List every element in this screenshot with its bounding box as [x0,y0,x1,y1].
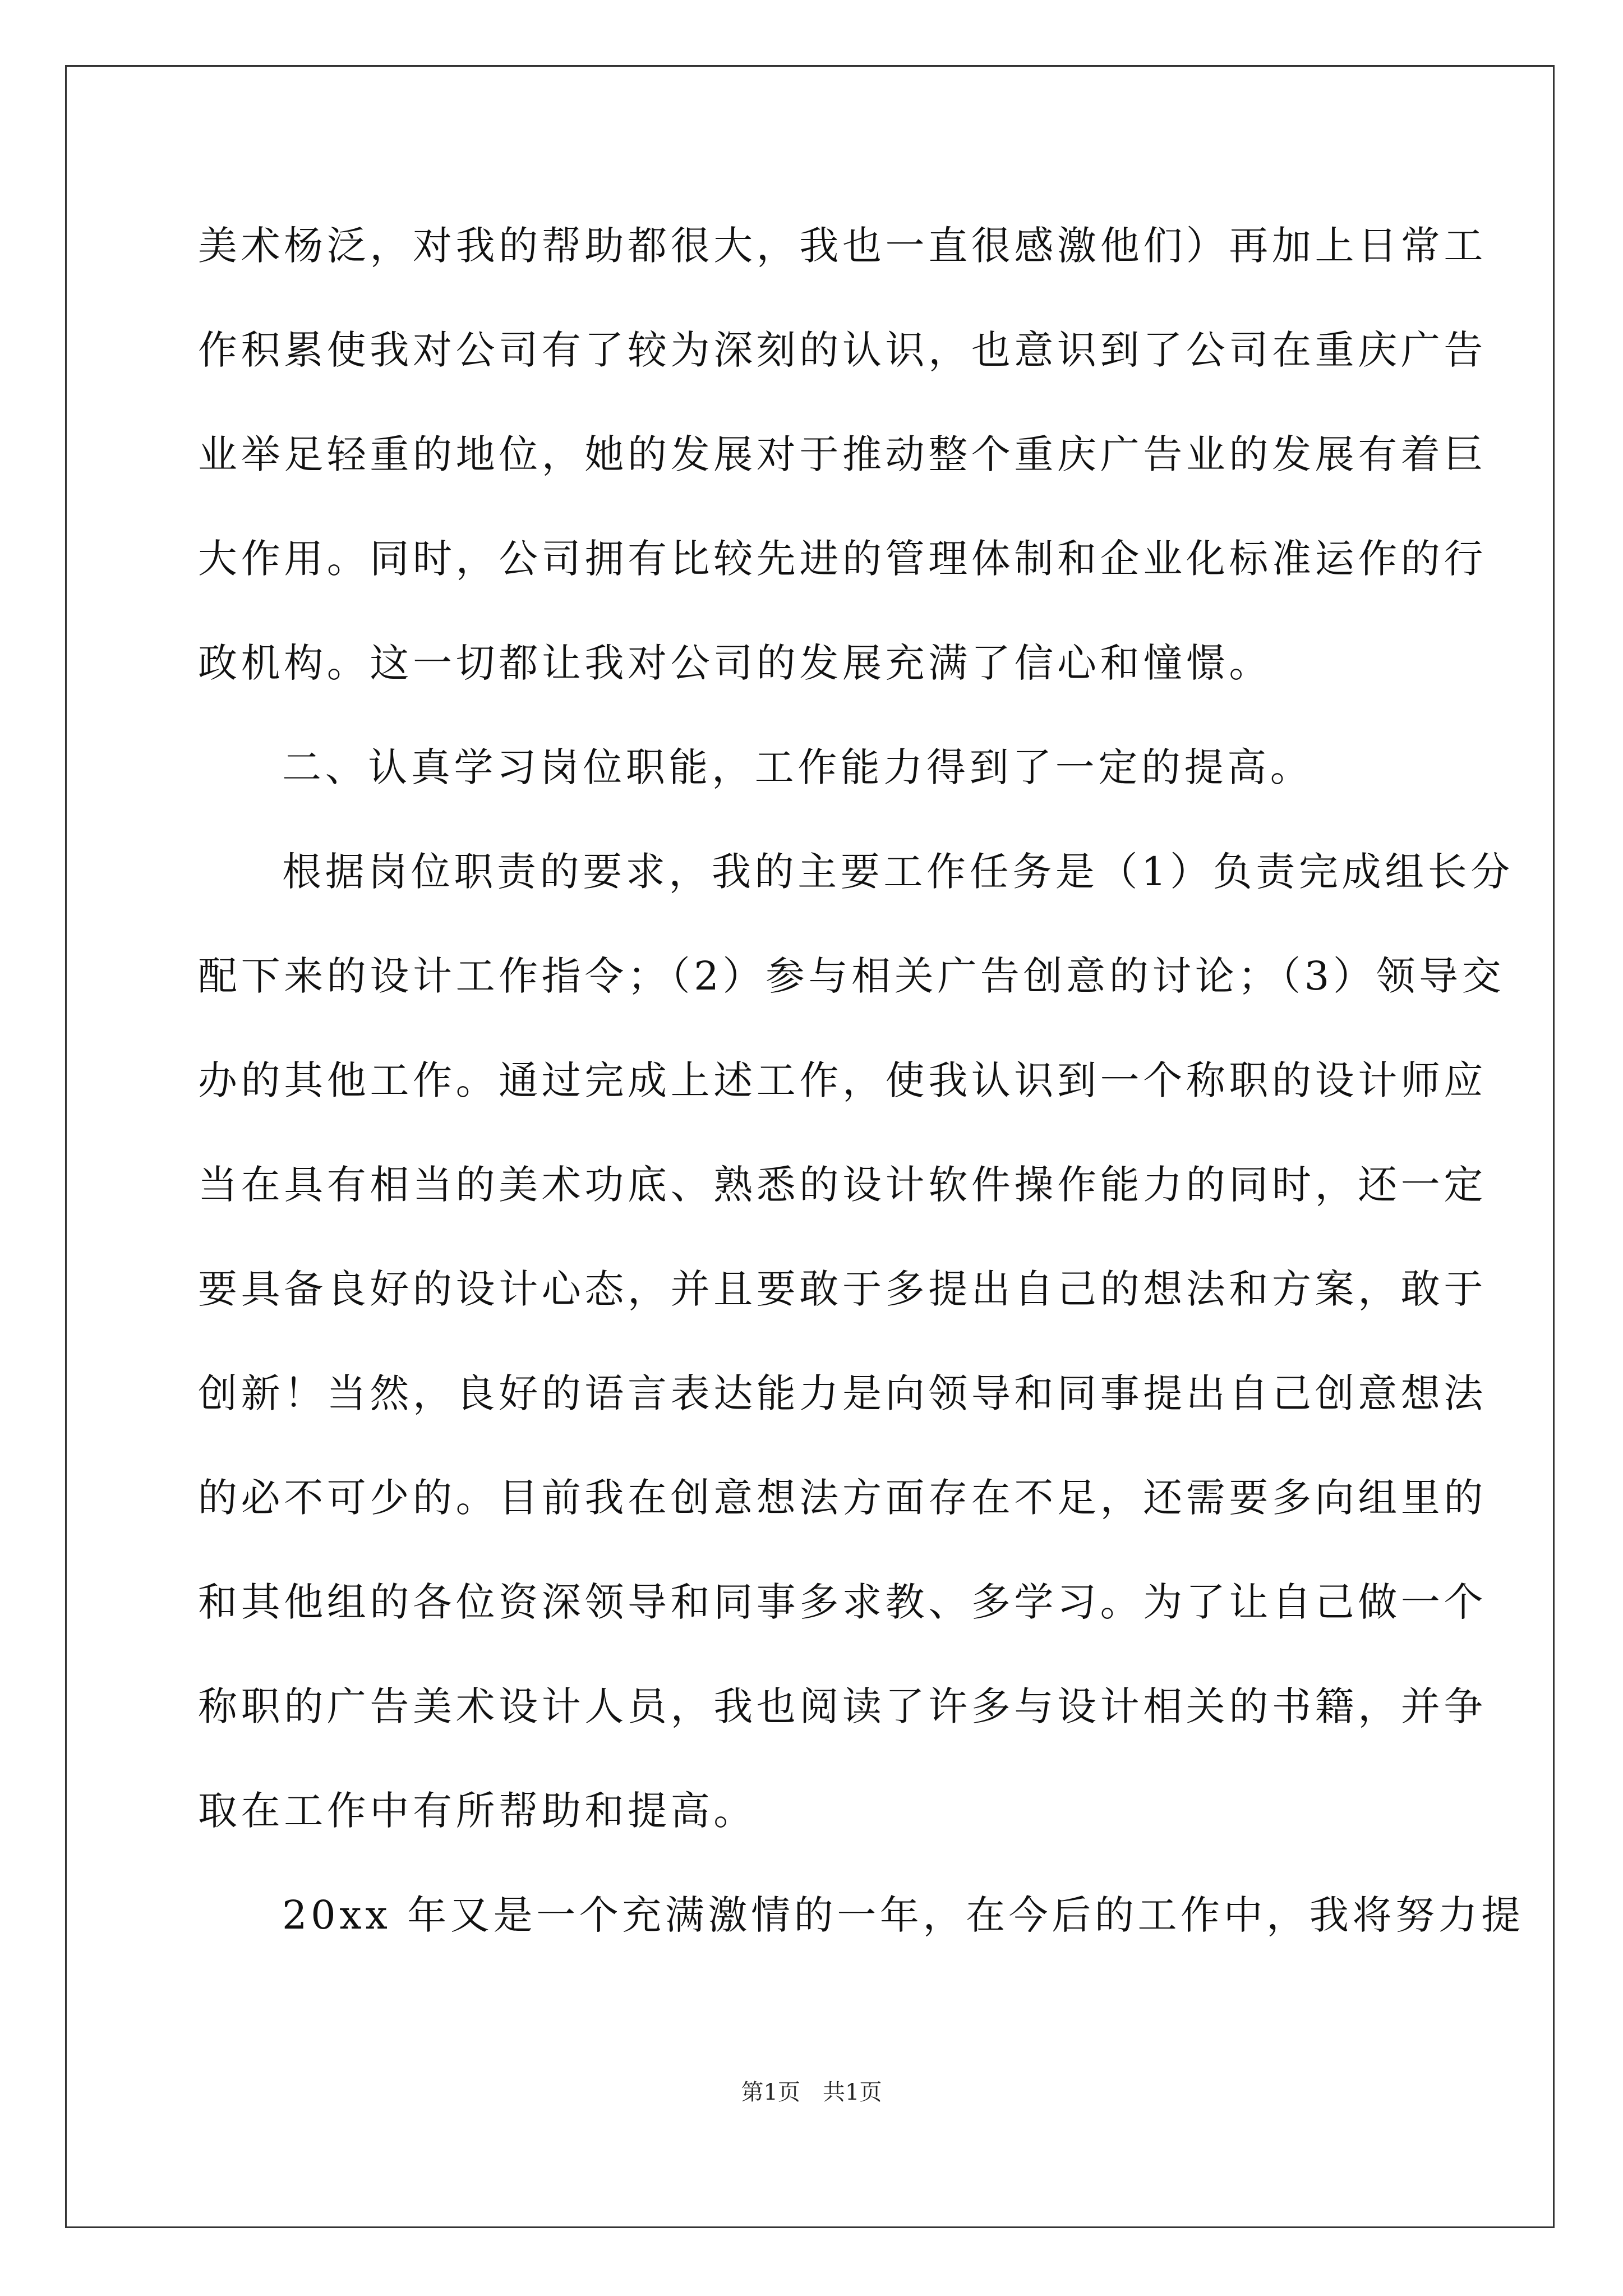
body-line-1: 美术杨泛，对我的帮助都很大，我也一直很感激他们）再加上日常工 [198,223,1487,269]
body-line-11: 要具备良好的设计心态，并且要敢于多提出自己的想法和方案，敢于 [198,1266,1487,1312]
body-line-13: 的必不可少的。目前我在创意想法方面存在不足，还需要多向组里的 [198,1475,1487,1521]
body-line-17: 20xx 年又是一个充满激情的一年，在今后的工作中，我将努力提 [282,1892,1524,1938]
body-line-4: 大作用。同时，公司拥有比较先进的管理体制和企业化标准运作的行 [198,536,1487,582]
body-line-2: 作积累使我对公司有了较为深刻的认识，也意识到了公司在重庆广告 [198,327,1487,373]
body-line-14: 和其他组的各位资深领导和同事多求教、多学习。为了让自己做一个 [198,1579,1487,1625]
section-heading-2: 二、认真学习岗位职能，工作能力得到了一定的提高。 [282,744,1313,790]
body-line-15: 称职的广告美术设计人员，我也阅读了许多与设计相关的书籍，并争 [198,1683,1487,1729]
body-line-5: 政机构。这一切都让我对公司的发展充满了信心和憧憬。 [198,640,1272,686]
body-line-8: 配下来的设计工作指令；（2）参与相关广告创意的讨论；（3）领导交 [198,953,1505,999]
body-line-3: 业举足轻重的地位，她的发展对于推动整个重庆广告业的发展有着巨 [198,431,1487,477]
body-line-7: 根据岗位职责的要求，我的主要工作任务是（1）负责完成组长分 [282,849,1514,895]
body-line-9: 办的其他工作。通过完成上述工作，使我认识到一个称职的设计师应 [198,1057,1487,1103]
page-number-current: 第1页 [741,2079,800,2105]
body-line-10: 当在具有相当的美术功底、熟悉的设计软件操作能力的同时，还一定 [198,1162,1487,1208]
page-footer [0,2076,1623,2109]
body-line-16: 取在工作中有所帮助和提高。 [198,1788,757,1834]
body-line-12: 创新！当然，良好的语言表达能力是向领导和同事提出自己创意想法 [198,1370,1487,1416]
page-number-total: 共1页 [823,2079,882,2105]
